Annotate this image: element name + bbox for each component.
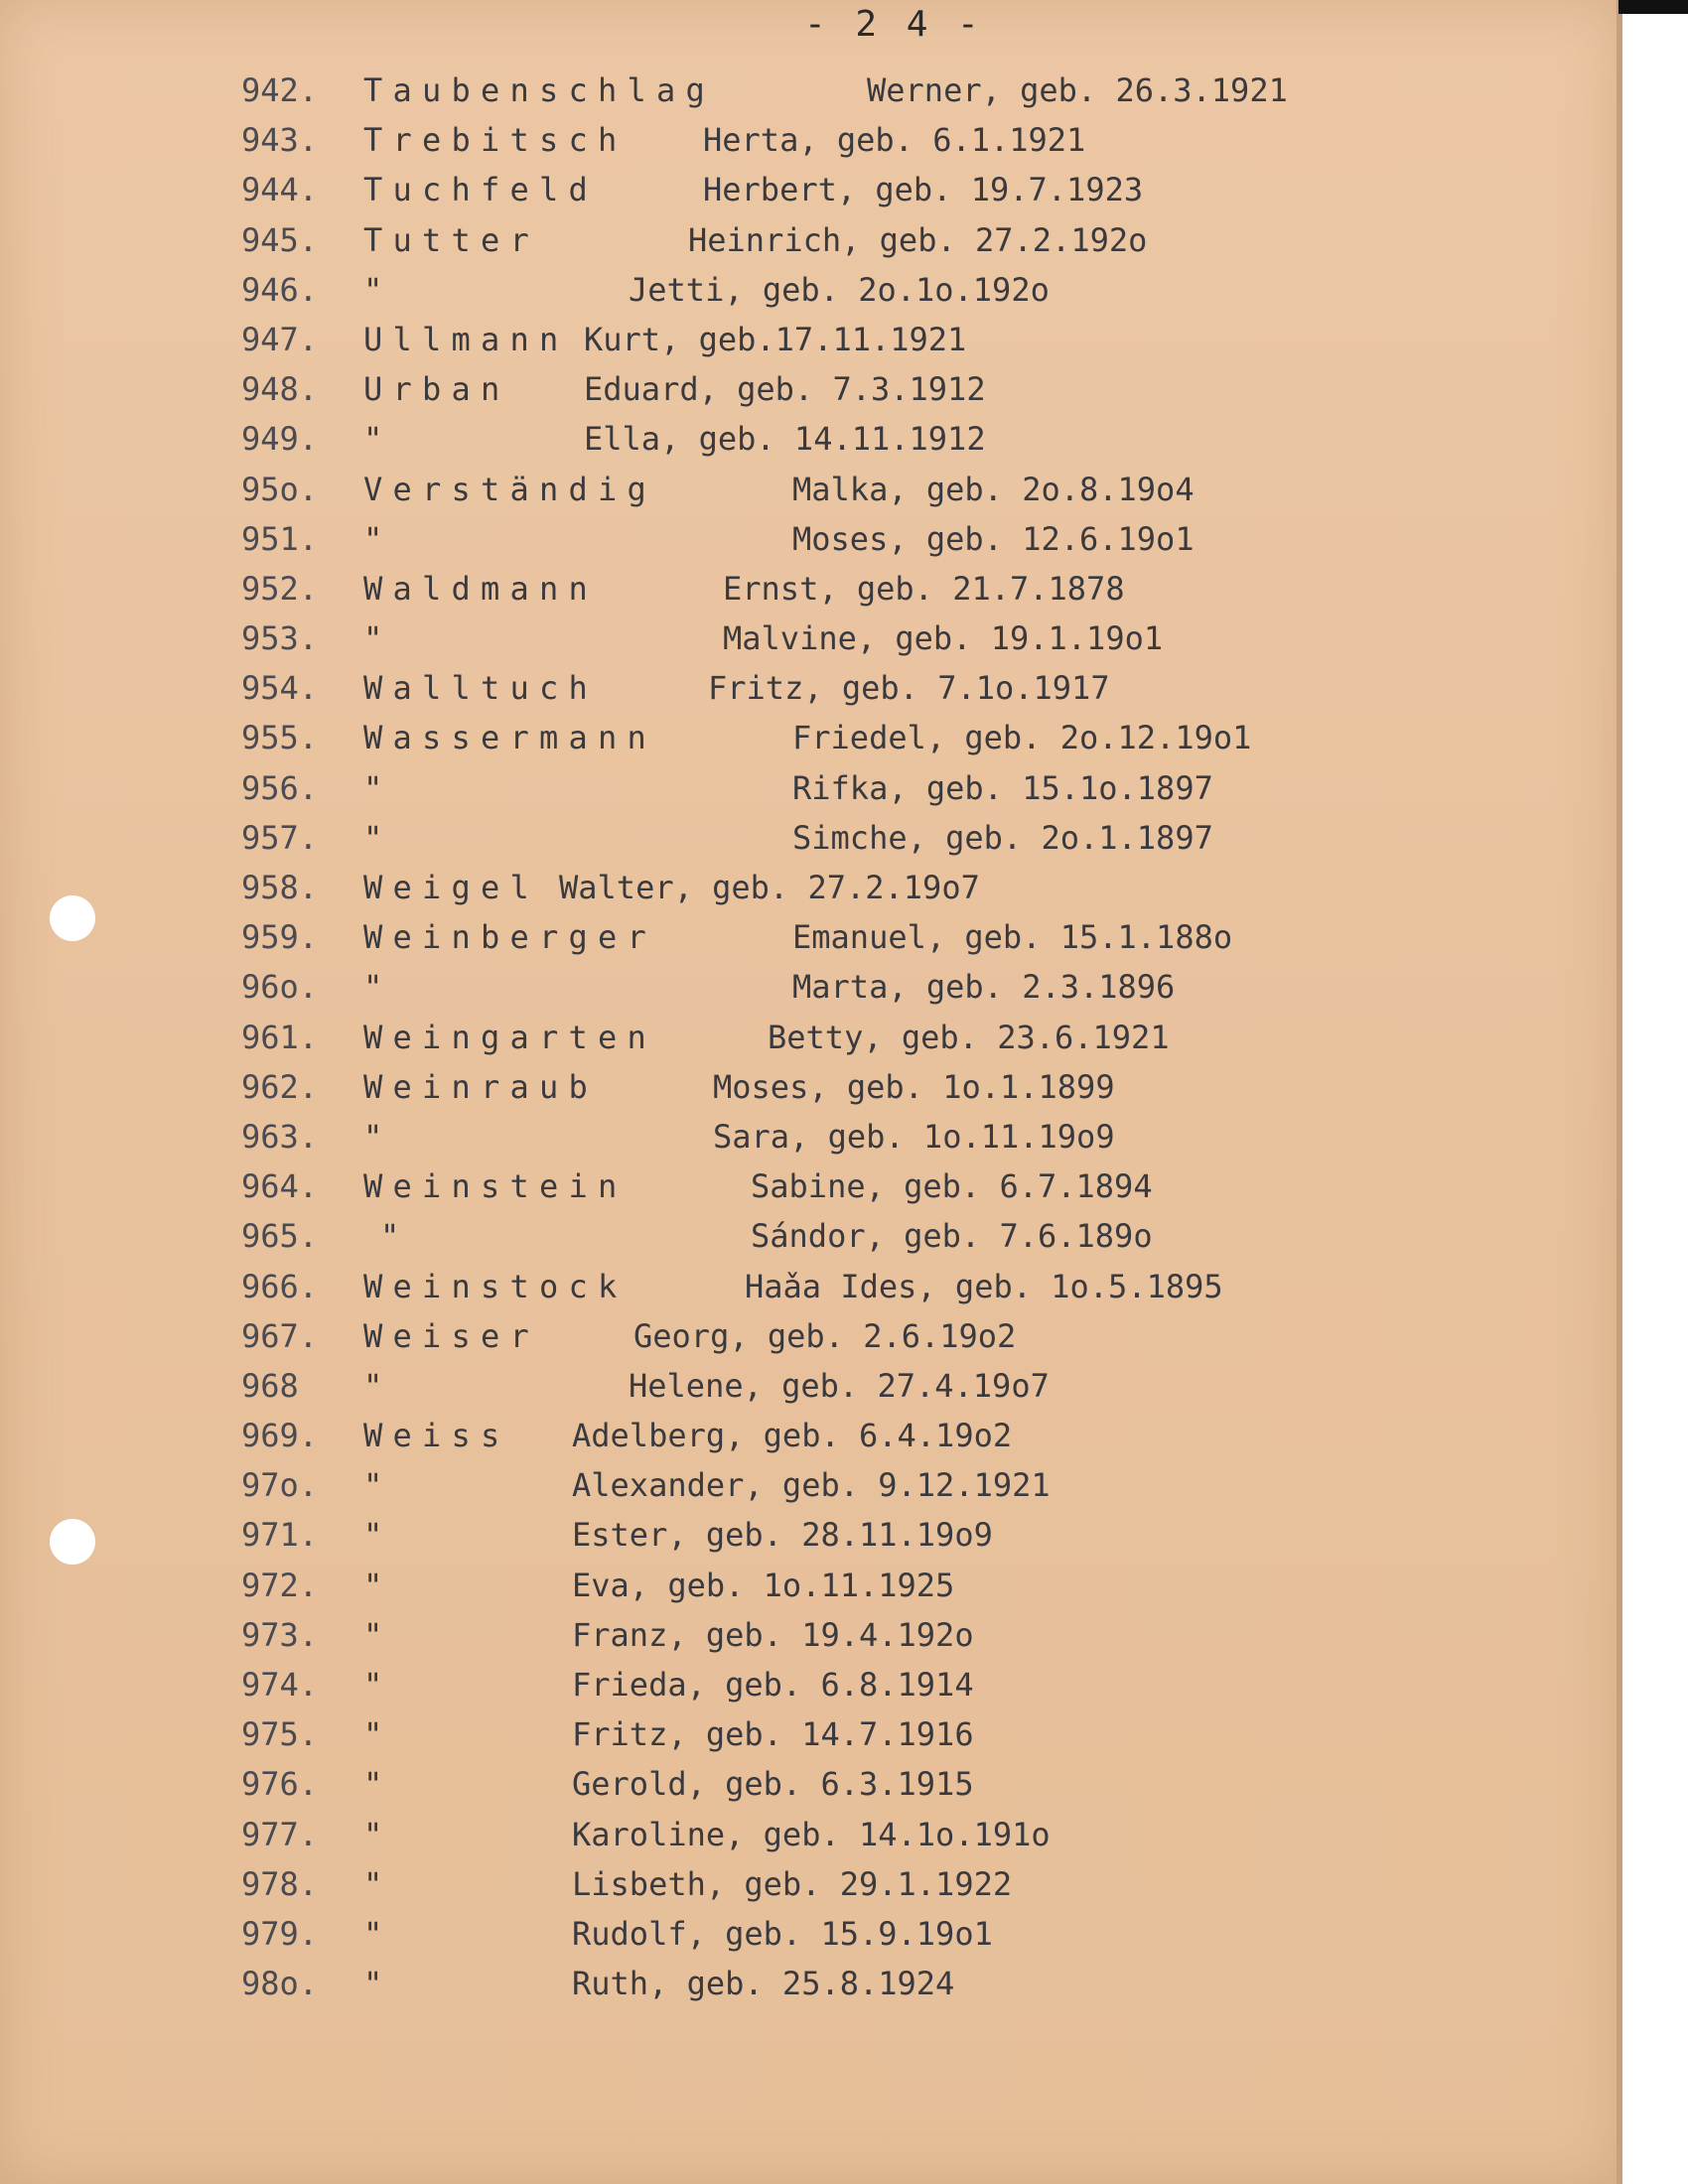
entry-given-name: Gerold [572,1765,687,1804]
entry-number: 967. [241,1316,319,1355]
entry-birth-date: geb. 9.12.1921 [781,1466,1051,1505]
entry-given-and-birth: Moses, geb. 1o.1.1899 [713,1067,1115,1106]
entry-surname: " [363,1864,393,1903]
entry-birth-date: geb. 1o.11.19o9 [827,1117,1115,1156]
entry-given-and-birth: Frieda, geb. 6.8.1914 [572,1666,974,1704]
entry-given-name: Sara [713,1117,790,1156]
entry-surname: " [363,768,393,807]
entry-birth-date: geb. 27.4.19o7 [781,1366,1050,1405]
list-entry [241,1909,1353,1959]
list-entry [241,165,1353,214]
entry-number: 97o. [241,1466,319,1505]
entry-given-name: Fritz [708,669,804,708]
entry-given-name: Karoline [572,1815,726,1853]
punch-hole-lower [50,1519,95,1565]
entry-surname: " [363,1815,393,1853]
entry-given-name: Ernst [723,569,819,608]
entry-birth-date: geb. 27.2.19o7 [712,869,980,906]
entry-birth-date: geb. 25.8.1924 [686,1965,955,2003]
entry-given-and-birth: Emanuel, geb. 15.1.188o [792,918,1233,957]
entry-given-and-birth: Eva, geb. 1o.11.1925 [572,1566,955,1604]
entry-birth-date: geb. 19.7.1923 [875,171,1144,209]
entry-birth-date: geb. 15.1o.1897 [925,768,1213,807]
entry-given-name: Helene [629,1366,744,1405]
entry-given-name: Ester [572,1516,668,1555]
entry-birth-date: geb. 6.4.19o2 [763,1417,1013,1455]
entry-given-name: Eva [572,1566,630,1604]
entry-given-and-birth: Karoline, geb. 14.1o.191o [572,1815,1051,1853]
entry-given-and-birth: Alexander, geb. 9.12.1921 [572,1466,1051,1505]
entry-given-and-birth: Eduard, geb. 7.3.1912 [584,370,986,409]
entry-given-and-birth: Adelberg, geb. 6.4.19o2 [572,1417,1013,1455]
entry-surname: Walltuch [363,669,599,708]
entry-given-name: Herta [703,121,799,160]
entry-given-name: Sándor [751,1217,866,1256]
list-entry [241,1112,1353,1161]
entry-surname: Taubenschlag [363,71,716,109]
list-entry [241,614,1353,663]
entry-given-and-birth: Simche, geb. 2o.1.1897 [792,818,1213,857]
entry-number: 954. [241,669,319,708]
entry-number: 971. [241,1516,319,1555]
entry-number: 975. [241,1715,319,1754]
entry-given-and-birth: Ernst, geb. 21.7.1878 [723,569,1125,608]
entry-birth-date: geb. 19.1.19o1 [895,619,1164,658]
entry-given-and-birth: Fritz, geb. 7.1o.1917 [708,669,1110,708]
entry-birth-date: geb. 6.7.1894 [904,1167,1153,1206]
entry-surname: " [380,1217,410,1256]
entry-number: 974. [241,1666,319,1704]
entry-given-and-birth: Sándor, geb. 7.6.189o [751,1217,1153,1256]
list-entry [241,1610,1353,1660]
entry-birth-date: geb. 2o.12.19o1 [964,719,1252,757]
entry-number: 952. [241,569,319,608]
entry-number: 98o. [241,1965,319,2003]
entry-birth-date: geb. 7.3.1912 [737,370,986,409]
entry-surname: " [363,1566,393,1604]
list-entry [241,663,1353,713]
entry-given-and-birth: Malvine, geb. 19.1.19o1 [723,619,1164,658]
entry-surname: " [363,1965,393,2003]
list-entry [241,1709,1353,1759]
entry-number: 963. [241,1117,319,1156]
entry-surname: Weigel [363,869,540,906]
list-entry [241,962,1353,1012]
entry-birth-date: geb. 2o.1.1897 [945,818,1213,857]
entry-given-and-birth: Fritz, geb. 14.7.1916 [572,1715,974,1754]
entry-number: 956. [241,768,319,807]
entry-surname: " [363,1666,393,1704]
entry-birth-date: geb.17.11.1921 [698,320,967,358]
entry-surname: Tutter [363,220,540,259]
entry-surname: " [363,1366,393,1405]
entry-given-name: Fritz [572,1715,668,1754]
list-entry [241,1460,1353,1510]
entry-given-name: Malka [792,470,889,508]
entry-birth-date: geb. 15.9.19o1 [725,1914,993,1953]
entry-birth-date: geb. 26.3.1921 [1020,71,1288,109]
entry-surname: Weinstock [363,1267,628,1305]
entry-given-name: Herbert [703,171,837,209]
entry-given-name: Jetti [629,270,725,309]
entry-given-name: Sabine [751,1167,866,1206]
list-entry [241,1759,1353,1809]
entry-birth-date: geb. 2.3.1896 [925,968,1176,1007]
entry-given-name: Moses [792,519,889,558]
entry-given-and-birth: Kurt, geb.17.11.1921 [584,320,967,358]
list-entry [241,66,1353,115]
entry-given-name: Ruth [572,1965,649,2003]
entry-given-and-birth: Haǎa Ides, geb. 1o.5.1895 [745,1267,1223,1305]
entry-given-and-birth: Georg, geb. 2.6.19o2 [633,1316,1017,1355]
list-entry [241,912,1353,962]
entry-given-name: Haǎa Ides [745,1267,917,1305]
entry-birth-date: geb. 7.1o.1917 [841,669,1110,708]
list-entry [241,863,1353,912]
entry-surname: " [363,1715,393,1754]
entry-birth-date: geb. 14.7.1916 [705,1715,974,1754]
entry-given-and-birth: Herbert, geb. 19.7.1923 [703,171,1144,209]
entry-given-name: Friedel [792,719,926,757]
entry-surname: Weiss [363,1417,510,1455]
entry-number: 957. [241,818,319,857]
entry-surname: Ullmann [363,320,569,358]
entry-birth-date: geb. 15.1.188o [964,918,1233,957]
entry-birth-date: geb. 2o.8.19o4 [925,470,1195,508]
entry-birth-date: geb. 6.8.1914 [725,1666,974,1704]
entry-surname: Weingarten [363,1018,657,1056]
entry-number: 959. [241,918,319,957]
entry-number: 972. [241,1566,319,1604]
entry-surname: " [363,1466,393,1505]
entry-given-and-birth: Helene, geb. 27.4.19o7 [629,1366,1050,1405]
entry-birth-date: geb. 6.1.1921 [836,121,1086,160]
entry-birth-date: geb. 1o.11.1925 [667,1566,955,1604]
entry-number: 96o. [241,968,319,1007]
entry-number: 949. [241,420,319,459]
entry-given-name: Rifka [792,768,889,807]
list-entry [241,315,1353,364]
entry-surname: Urban [363,370,510,409]
entry-surname: " [363,968,393,1007]
entry-number: 965. [241,1217,319,1256]
entry-given-and-birth: Malka, geb. 2o.8.19o4 [792,470,1195,508]
page-edge [1617,0,1622,2184]
entry-number: 976. [241,1765,319,1804]
entry-surname: " [363,1765,393,1804]
entry-given-and-birth: Rifka, geb. 15.1o.1897 [792,768,1213,807]
entry-surname: " [363,619,393,658]
entry-surname: Weinstein [363,1167,628,1206]
entry-surname: " [363,818,393,857]
entry-number: 945. [241,220,319,259]
entry-number: 948. [241,370,319,409]
entry-number: 95o. [241,470,319,508]
entry-number: 951. [241,519,319,558]
entry-birth-date: geb. 12.6.19o1 [925,519,1195,558]
entry-birth-date: geb. 28.11.19o9 [705,1516,993,1555]
list-entry [241,713,1353,762]
list-entry [241,364,1353,414]
list-entry [241,1411,1353,1460]
entry-given-and-birth: Ester, geb. 28.11.19o9 [572,1516,993,1555]
entry-birth-date: geb. 23.6.1921 [901,1018,1170,1056]
list-entry [241,1561,1353,1610]
entry-birth-date: geb. 21.7.1878 [856,569,1125,608]
entry-given-name: Werner [867,71,982,109]
entry-surname: " [363,1516,393,1555]
entry-birth-date: geb. 2o.1o.192o [762,270,1050,309]
list-entry [241,813,1353,863]
entry-given-and-birth: Betty, geb. 23.6.1921 [768,1018,1170,1056]
entry-given-name: Kurt [584,320,661,358]
entry-given-and-birth: Herta, geb. 6.1.1921 [703,121,1086,160]
entry-given-name: Adelberg [572,1417,726,1455]
list-entry [241,1262,1353,1311]
list-entry [241,1810,1353,1859]
entry-given-and-birth: Lisbeth, geb. 29.1.1922 [572,1864,1013,1903]
entry-given-and-birth: Franz, geb. 19.4.192o [572,1615,974,1654]
entry-number: 955. [241,719,319,757]
entry-surname: " [363,1615,393,1654]
entry-given-and-birth: Sara, geb. 1o.11.19o9 [713,1117,1115,1156]
entry-number: 978. [241,1864,319,1903]
entry-birth-date: geb. 29.1.1922 [744,1864,1013,1903]
entry-surname: Trebitsch [363,121,628,160]
entry-given-and-birth: Marta, geb. 2.3.1896 [792,968,1176,1007]
entry-number: 964. [241,1167,319,1206]
list-entry [241,1510,1353,1560]
entry-given-name: Rudolf [572,1914,687,1953]
list-entry [241,1361,1353,1411]
entry-given-name: Betty [768,1018,864,1056]
entry-number: 966. [241,1267,319,1305]
entry-number: 958. [241,869,319,906]
list-entry [241,1062,1353,1112]
entry-number: 947. [241,320,319,358]
entry-birth-date: geb. 6.3.1915 [725,1765,974,1804]
page-number: - 2 4 - [804,4,983,45]
entry-number: 968 [241,1366,299,1405]
entry-given-name: Frieda [572,1666,687,1704]
entry-birth-date: geb. 1o.1.1899 [846,1067,1115,1106]
entry-given-name: Lisbeth [572,1864,706,1903]
entry-birth-date: geb. 1o.5.1895 [954,1267,1223,1305]
list-entry [241,564,1353,614]
list-entry [241,514,1353,564]
entry-surname: " [363,420,393,459]
entry-surname: " [363,270,393,309]
entry-number: 942. [241,71,319,109]
name-list [241,66,1353,2008]
entry-given-name: Malvine [723,619,857,658]
entry-given-and-birth: Jetti, geb. 2o.1o.192o [629,270,1050,309]
entry-birth-date: geb. 14.11.1912 [698,420,986,459]
entry-given-and-birth: Sabine, geb. 6.7.1894 [751,1167,1153,1206]
entry-surname: " [363,1117,393,1156]
entry-given-name: Georg [633,1316,730,1355]
entry-number: 961. [241,1018,319,1056]
list-entry [241,1161,1353,1211]
entry-given-and-birth: Rudolf, geb. 15.9.19o1 [572,1914,993,1953]
entry-birth-date: geb. 27.2.192o [879,220,1148,259]
entry-given-name: Walter [559,869,674,906]
list-entry [241,1211,1353,1261]
entry-number: 962. [241,1067,319,1106]
entry-given-name: Ella [584,420,661,459]
entry-birth-date: geb. 7.6.189o [904,1217,1153,1256]
entry-surname: Wassermann [363,719,657,757]
entry-given-name: Simche [792,818,908,857]
entry-number: 977. [241,1815,319,1853]
entry-given-name: Heinrich [688,220,842,259]
entry-given-and-birth: Walter, geb. 27.2.19o7 [559,869,980,906]
entry-number: 953. [241,619,319,658]
entry-surname: " [363,519,393,558]
entry-birth-date: geb. 2.6.19o2 [767,1316,1017,1355]
entry-number: 946. [241,270,319,309]
entry-given-and-birth: Friedel, geb. 2o.12.19o1 [792,719,1252,757]
scan-corner [1618,0,1688,14]
entry-given-and-birth: Ella, geb. 14.11.1912 [584,420,986,459]
entry-given-name: Alexander [572,1466,745,1505]
entry-given-name: Emanuel [792,918,926,957]
entry-given-and-birth: Ruth, geb. 25.8.1924 [572,1965,955,2003]
entry-birth-date: geb. 19.4.192o [705,1615,974,1654]
entry-surname: Waldmann [363,569,599,608]
entry-given-and-birth: Moses, geb. 12.6.19o1 [792,519,1195,558]
list-entry [241,265,1353,315]
entry-given-and-birth: Gerold, geb. 6.3.1915 [572,1765,974,1804]
list-entry [241,115,1353,165]
entry-surname: Weiser [363,1316,540,1355]
entry-surname: " [363,1914,393,1953]
punch-hole-upper [50,895,95,941]
entry-birth-date: geb. 14.1o.191o [763,1815,1051,1853]
entry-number: 944. [241,171,319,209]
list-entry [241,1311,1353,1361]
list-entry [241,414,1353,464]
entry-given-and-birth: Werner, geb. 26.3.1921 [867,71,1288,109]
list-entry [241,1859,1353,1909]
entry-number: 943. [241,121,319,160]
list-entry [241,1660,1353,1709]
entry-surname: Weinraub [363,1067,599,1106]
entry-given-name: Franz [572,1615,668,1654]
entry-surname: Tuchfeld [363,171,599,209]
entry-number: 973. [241,1615,319,1654]
list-entry [241,215,1353,265]
list-entry [241,763,1353,813]
list-entry [241,1959,1353,2008]
entry-given-name: Eduard [584,370,699,409]
entry-number: 979. [241,1914,319,1953]
entry-given-and-birth: Heinrich, geb. 27.2.192o [688,220,1148,259]
entry-given-name: Marta [792,968,889,1007]
entry-given-name: Moses [713,1067,809,1106]
entry-number: 969. [241,1417,319,1455]
list-entry [241,465,1353,514]
list-entry [241,1013,1353,1062]
entry-surname: Verständig [363,470,657,508]
entry-surname: Weinberger [363,918,657,957]
